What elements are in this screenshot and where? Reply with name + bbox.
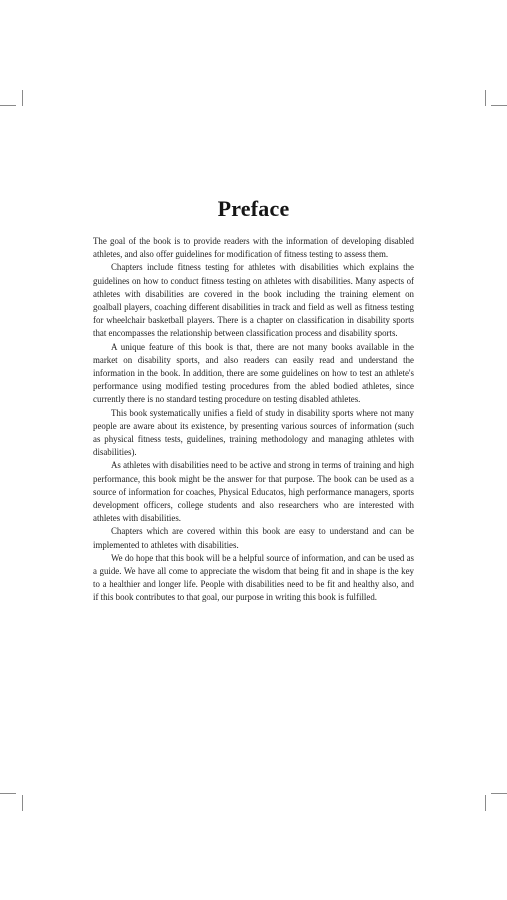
paragraph: The goal of the book is to provide readers with the information of developing disabled athletes, and also offer guidelines for modification of fitness testing to assess them. (93, 236, 414, 260)
preface-body (93, 235, 414, 605)
crop-mark-bottom-left-vertical (22, 795, 23, 811)
paragraph: A unique feature of this book is that, there are not many books available in the market on disability sports, and also readers can easily read and understand the information in the book. In addition, there are some guidelines on how to test an athlete's performance using modified testing procedures from the abled bodied athletes, since currently there is no standard testing procedure on testing disabled athletes. (93, 341, 414, 405)
crop-mark-bottom-left-horizontal (0, 793, 16, 794)
crop-mark-top-right-vertical (485, 90, 486, 106)
crop-mark-top-right-horizontal (491, 105, 507, 106)
paragraph: As athletes with disabilities need to be active and strong in terms of training and high performance, this book might be the answer for that purpose. The book can be used as a source of information for coaches, Physical Educatos, high performance managers, sports development officers, college students and also researchers who are interested with athletes with disabilities. (93, 460, 414, 524)
crop-mark-bottom-right-horizontal (491, 793, 507, 794)
page-title: Preface (217, 196, 290, 221)
crop-mark-bottom-right-vertical (485, 795, 486, 811)
paragraph: We do hope that this book will be a helpful source of information, and can be used as a guide. We have all come to appreciate the wisdom that being fit and in shape is the key to a healthier and longer life. People with disabilities need to be fit and healthy also, and if this book contributes to that goal, our purpose in writing this book is fulfilled. (93, 552, 414, 603)
paragraph: Chapters which are covered within this book are easy to understand and can be implemented to athletes with disabilities. (93, 526, 414, 550)
paragraph: This book systematically unifies a field of study in disability sports where not many people are aware about its existence, by presenting various sources of information (such as physical fitness tests, guidelines, training methodology and managing athletes with disabilities). (93, 407, 414, 458)
crop-mark-top-left-horizontal (0, 105, 16, 106)
crop-mark-top-left-vertical (22, 90, 23, 106)
paragraph: Chapters include fitness testing for athletes with disabilities which explains the guidelines on how to conduct fitness testing on athletes with disabilities. Many aspects of athletes with disabilities are covered in the book including the training element on goalball players, coaching different disabilities in track and field as well as fitness testing for wheelchair basketball players. There is a chapter on classification in disability sports that encompasses the relationship between classification process and disability sports. (93, 262, 414, 339)
